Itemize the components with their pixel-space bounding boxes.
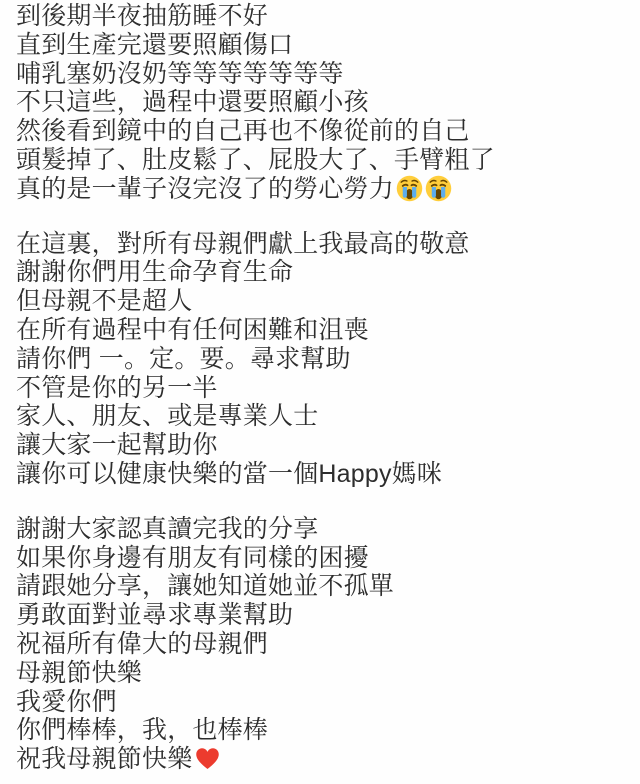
text-line: 如果你身邊有朋友有同樣的困擾 [16, 543, 369, 572]
paragraph-gap [16, 204, 632, 230]
paragraph-gap [16, 489, 632, 515]
text-line: 祝福所有偉大的母親們 [16, 629, 269, 658]
text-line: 我愛你們 [16, 687, 117, 716]
text-line: 但母親不是超人 [16, 287, 193, 316]
text-line [16, 745, 632, 774]
text-line: 請你們 一。定。要。尋求幫助 [16, 344, 351, 373]
text-line: 在這裏，對所有母親們獻上我最高的敬意 [16, 229, 470, 258]
line-text: 祝我母親節快樂 [16, 745, 193, 774]
text-line: 謝謝你們用生命孕育生命 [16, 258, 294, 287]
text-line: 到後期半夜抽筋睡不好 [16, 2, 269, 30]
text-line: 母親節快樂 [16, 658, 143, 687]
text-line: 然後看到鏡中的自己再也不像從前的自己 [16, 117, 470, 146]
red-heart-emoji [194, 745, 221, 772]
text-line [16, 175, 632, 204]
text-line: 勇敢面對並尋求專業幫助 [16, 601, 294, 630]
text-line: 哺乳塞奶沒奶等等等等等等等 [16, 59, 344, 88]
text-line: 不管是你的另一半 [16, 373, 218, 402]
text-line: 請跟她分享，讓她知道她並不孤單 [16, 572, 395, 601]
text-line: 不只這些，過程中還要照顧小孩 [16, 88, 369, 117]
text-line: 讓你可以健康快樂的當一個Happy媽咪 [16, 459, 443, 488]
text-line: 直到生產完還要照顧傷口 [16, 30, 294, 59]
line-text: 真的是一輩子沒完沒了的勞心勞力 [16, 174, 395, 203]
text-line: 讓大家一起幫助你 [16, 431, 218, 460]
text-line: 在所有過程中有任何困難和沮喪 [16, 315, 369, 344]
text-line: 家人、朋友、或是專業人士 [16, 402, 319, 431]
loudly-crying-face-emoji [425, 175, 452, 202]
loudly-crying-face-emoji [396, 175, 423, 202]
text-line: 頭髮掉了、肚皮鬆了、屁股大了、手臂粗了 [16, 145, 495, 174]
text-line: 你們棒棒，我，也棒棒 [16, 716, 269, 745]
text-line: 謝謝大家認真讀完我的分享 [16, 514, 319, 543]
